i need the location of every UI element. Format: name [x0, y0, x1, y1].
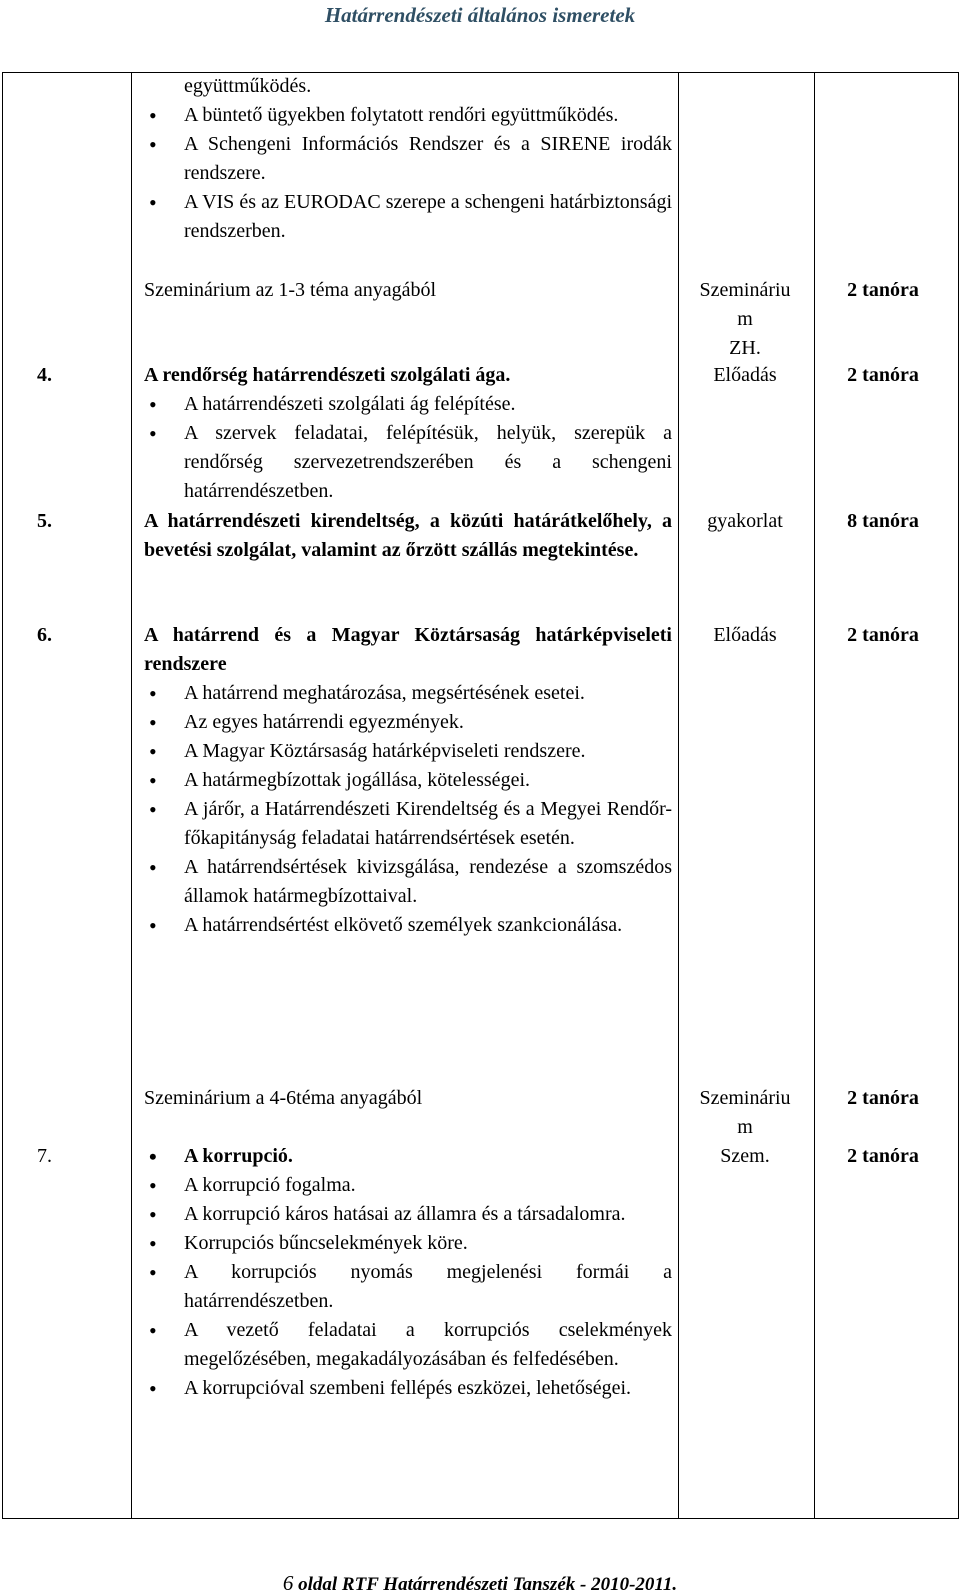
topic-7-hours: 2 tanóra	[847, 1145, 919, 1167]
seminar-2-type: Szemináriu m	[699, 1087, 791, 1138]
page-footer	[0, 1572, 960, 1596]
topic-6-number: 6.	[37, 624, 52, 646]
page-header: Határrendészeti általános ismeretek	[324, 3, 636, 27]
topic-6-type: Előadás	[713, 624, 777, 646]
list-item: • A határrendsértések kivizsgálása, rendezése a szomszédos államok határmegbízottaival.	[144, 853, 672, 911]
topic-7-list	[144, 1142, 672, 1403]
seminar-2-title: Szeminárium a 4-6téma anyagából	[144, 1087, 423, 1109]
topic-7-number: 7.	[37, 1145, 52, 1167]
page-number: 6	[282, 1571, 294, 1595]
intro-list	[144, 101, 672, 246]
list-item: • A VIS és az EURODAC szerepe a schengeni határbiztonsági rendszerben.	[144, 188, 672, 246]
list-item: • Korrupciós bűncselekmények köre.	[144, 1229, 672, 1258]
column-divider	[131, 73, 132, 1518]
seminar-2-hours: 2 tanóra	[847, 1087, 919, 1109]
topic-4-hours: 2 tanóra	[847, 364, 919, 386]
list-item: • A határrendészeti szolgálati ág felépítése.	[144, 390, 672, 419]
list-item: • A korrupció fogalma.	[144, 1171, 672, 1200]
topic-4-number: 4.	[37, 364, 52, 386]
list-item: • A büntető ügyekben folytatott rendőri együttműködés.	[144, 101, 672, 130]
topic-5-type: gyakorlat	[707, 510, 783, 532]
topic-6-list	[144, 679, 672, 940]
list-item: • A Schengeni Információs Rendszer és a SIRENE irodák rendszere.	[144, 130, 672, 188]
seminar-1-type: Szemináriu m ZH.	[699, 279, 791, 359]
seminar-1-title: Szeminárium az 1-3 téma anyagából	[144, 279, 437, 301]
list-item: • A határrend meghatározása, megsértésének esetei.	[144, 679, 672, 708]
seminar-1-hours: 2 tanóra	[847, 279, 919, 301]
topic-6-title: A határrend és a Magyar Köztársaság határképviseleti rendszere	[144, 624, 672, 675]
list-item: • A határrendsértést elkövető személyek szankcionálása.	[144, 911, 672, 940]
topic-6-hours: 2 tanóra	[847, 624, 919, 646]
list-item: • Az egyes határrendi egyezmények.	[144, 708, 672, 737]
continued-text: együttműködés.	[184, 75, 312, 97]
topic-4-list	[144, 390, 672, 506]
topic-4-title: A rendőrség határrendészeti szolgálati ága.	[144, 364, 511, 386]
topic-7-title: • A korrupció.	[144, 1142, 672, 1171]
list-item: • A korrupció káros hatásai az államra és a társadalomra.	[144, 1200, 672, 1229]
topic-5-hours: 8 tanóra	[847, 510, 919, 532]
topic-5-title: A határrendészeti kirendeltség, a közúti határátkelőhely, a bevetési szolgálat, valamint az őrzött szállás megtekintése.	[144, 510, 672, 561]
topic-7-type: Szem.	[720, 1145, 770, 1167]
list-item: • A járőr, a Határrendészeti Kirendeltség és a Megyei Rendőr-főkapitányság feladatai határrendsértések esetén.	[144, 795, 672, 853]
list-item: • A korrupcióval szembeni fellépés eszközei, lehetőségei.	[144, 1374, 672, 1403]
list-item: • A határmegbízottak jogállása, kötelességei.	[144, 766, 672, 795]
list-item: • A vezető feladatai a korrupciós cselekmények megelőzésében, megakadályozásában és felfedésében.	[144, 1316, 672, 1374]
list-item: • A szervek feladatai, felépítésük, helyük, szerepük a rendőrség szervezetrendszerében és a schengeni határrendészetben.	[144, 419, 672, 506]
topic-5-number: 5.	[37, 510, 52, 532]
topic-4-type: Előadás	[713, 364, 777, 386]
footer-text: oldal RTF Határrendészeti Tanszék - 2010-2011.	[293, 1574, 678, 1595]
list-item: • A korrupciós nyomás megjelenési formái a határrendészetben.	[144, 1258, 672, 1316]
list-item: • A Magyar Köztársaság határképviseleti rendszere.	[144, 737, 672, 766]
